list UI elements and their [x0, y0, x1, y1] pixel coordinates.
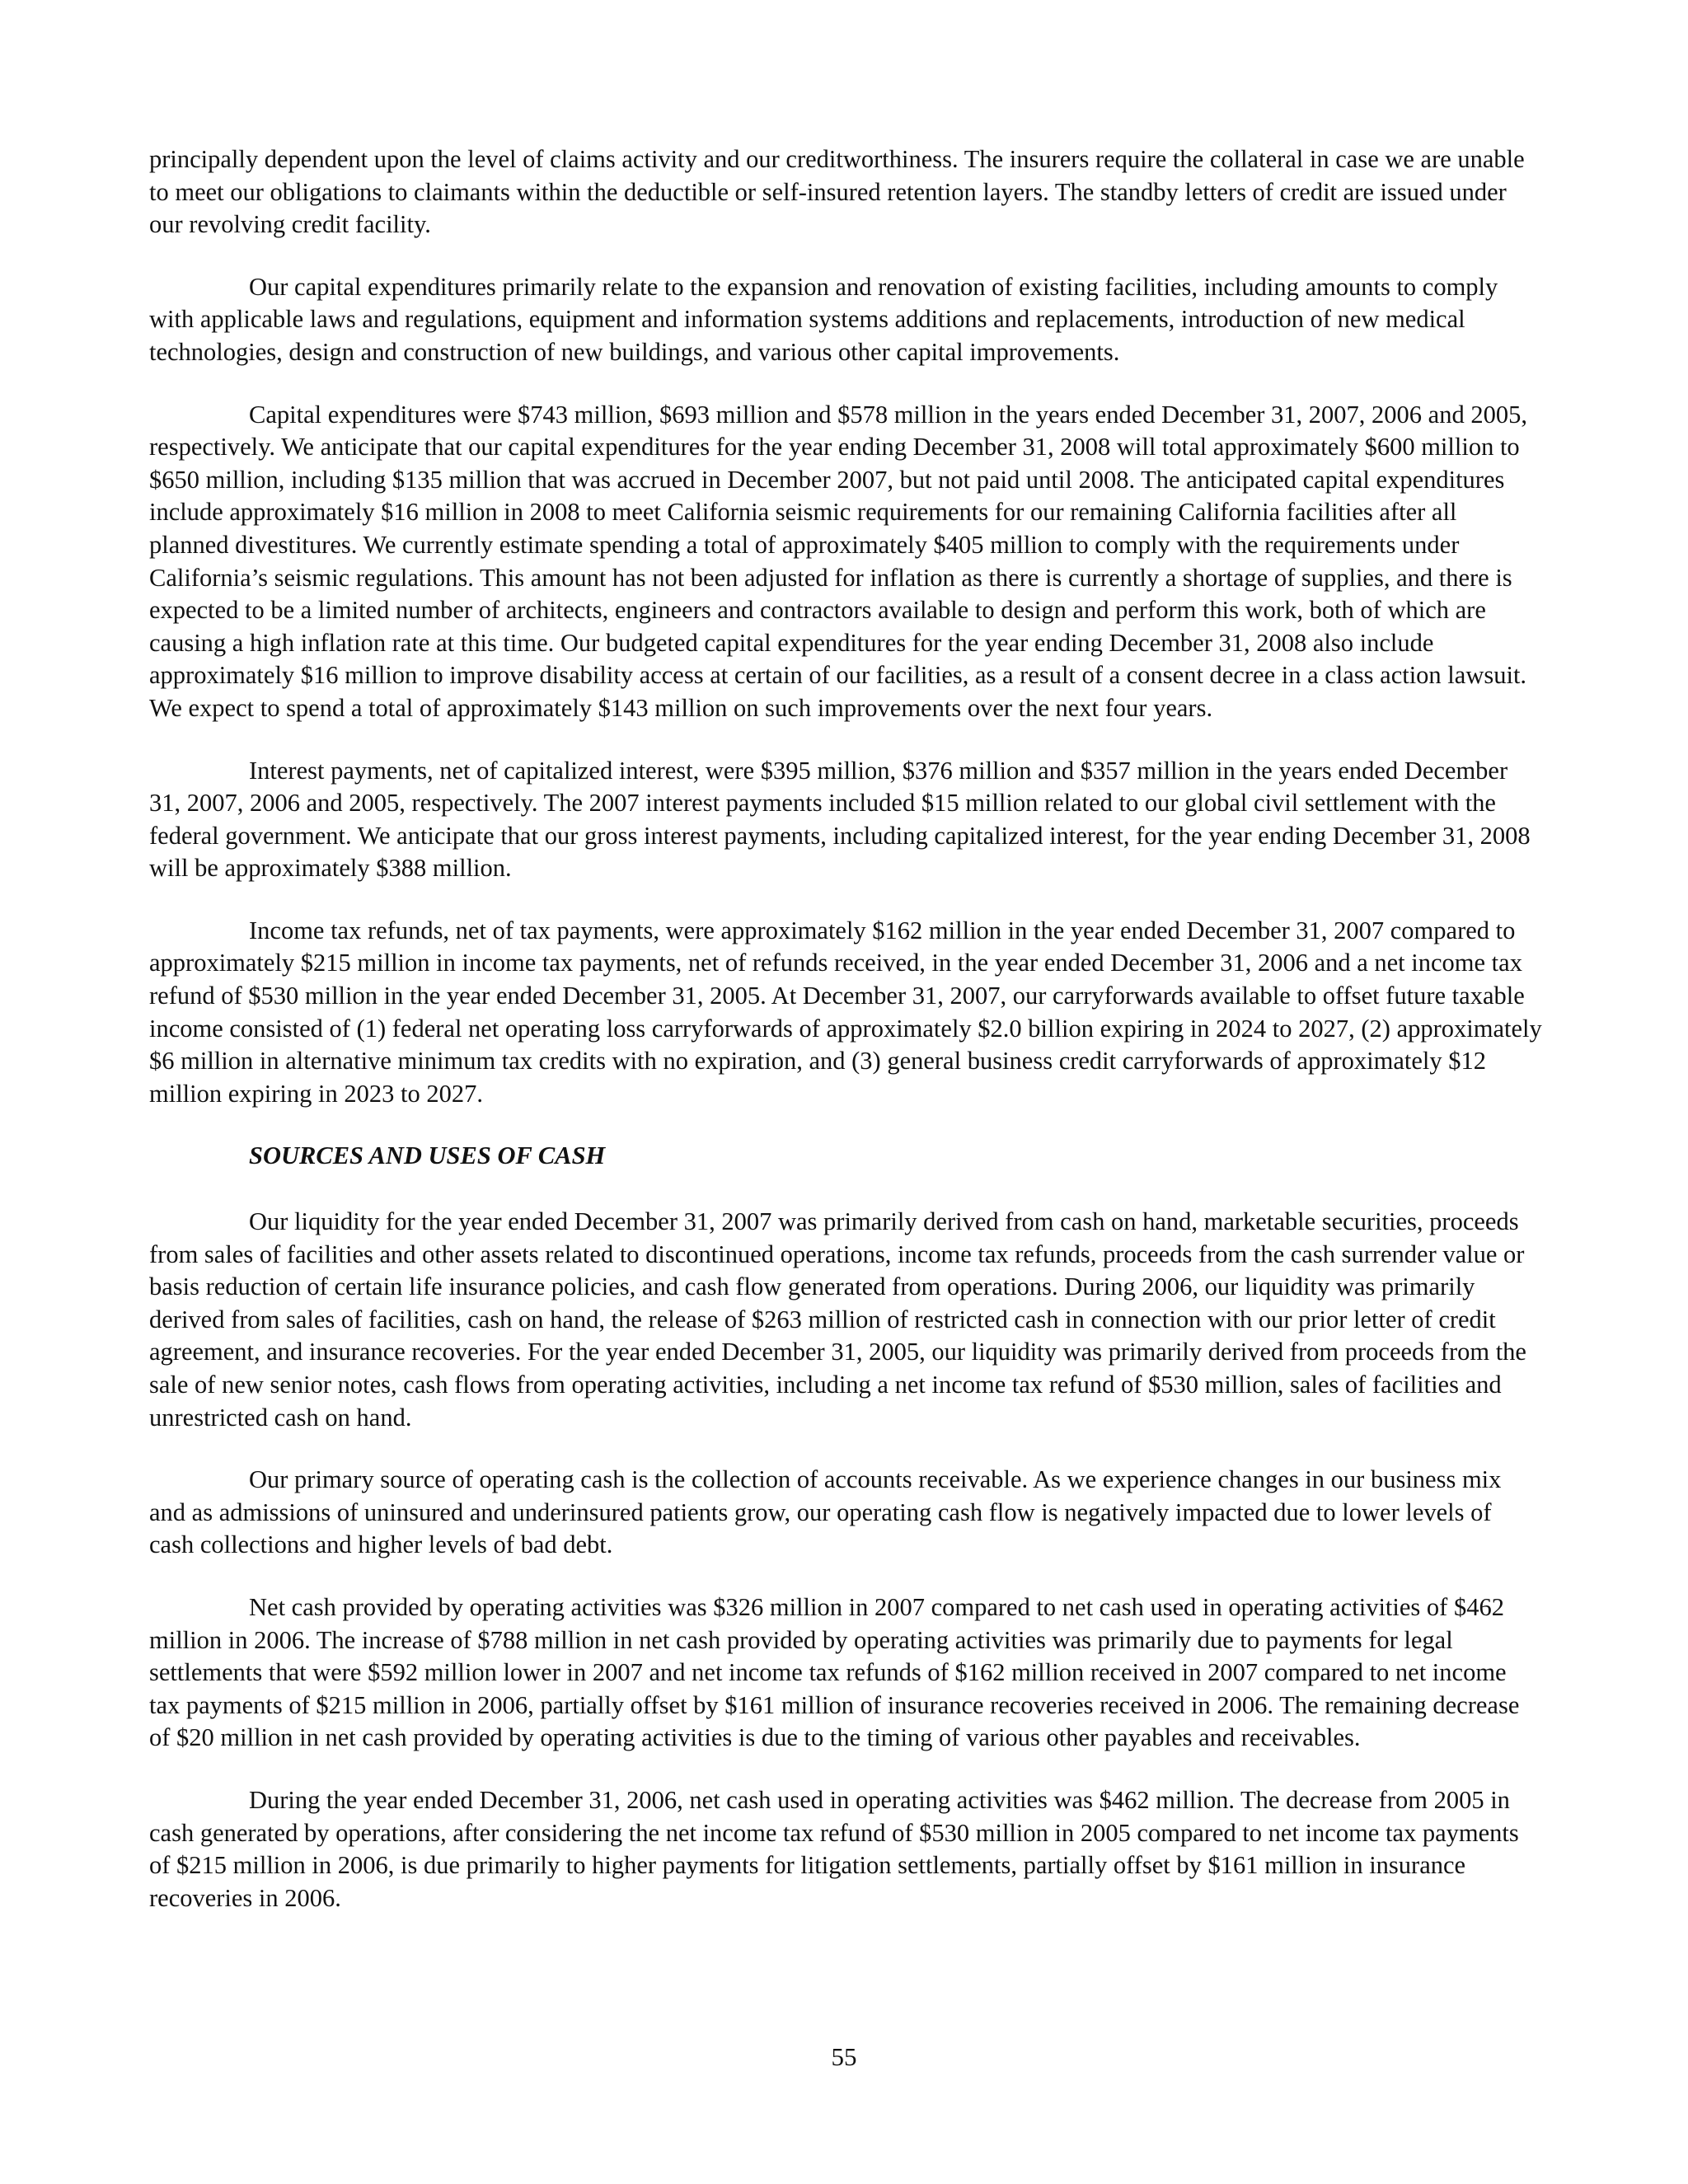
paragraph-income-tax-refunds: Income tax refunds, net of tax payments, were approximately $162 million in the year ended December 31, 2007 compared to approximately $215 million in income tax payments, net of refunds received, in the year ended December 31, 2006 and a net income tax refund of $530 million in the year ended December 31, 2005. At December 31, 2007, our carryforwards available to offset future taxable income consisted of (1) federal net operating loss carryforwards of approximately $2.0 billion expiring in 2024 to 2027, (2) approximately $6 million in alternative minimum tax credits with no expiration, and (3) general business credit carryforwards of approximately $12 million expiring in 2023 to 2027.	[149, 916, 1542, 1108]
paragraph-operating-cash-source: Our primary source of operating cash is the collection of accounts receivable. As we experience changes in our business mix and as admissions of uninsured and underinsured patients grow, our operating cash flow is negatively impacted due to lower levels of cash collections and higher levels of bad debt.	[149, 1465, 1502, 1559]
section-heading-sources-and-uses: SOURCES AND USES OF CASH	[249, 1141, 606, 1170]
paragraph-capital-expenditures-detail: Capital expenditures were $743 million, $693 million and $578 million in the years ended December 31, 2007, 2006 and 2005, respectively. We anticipate that our capital expenditures for the year ending December 31, 2008 will total approximately $600 million to $650 million, including $135 million that was accrued in December 2007, but not paid until 2008. The anticipated capital expenditures include approximately $16 million in 2008 to meet California seismic requirements for our remaining California facilities after all planned divestitures. We currently estimate spending a total of approximately $405 million to comply with the requirements under California’s seismic regulations. This amount has not been adjusted for inflation as there is currently a shortage of supplies, and there is expected to be a limited number of architects, engineers and contractors available to design and perform this work, both of which are causing a high inflation rate at this time. Our budgeted capital expenditures for the year ending December 31, 2008 also include approximately $16 million to improve disability access at certain of our facilities, as a result of a consent decree in a class action lawsuit. We expect to spend a total of approximately $143 million on such improvements over the next four years.	[149, 400, 1527, 722]
paragraph-liquidity: Our liquidity for the year ended December 31, 2007 was primarily derived from cash on hand, marketable securities, proceeds from sales of facilities and other assets related to discontinued operations, income tax refunds, proceeds from the cash surrender value or basis reduction of certain life insurance policies, and cash flow generated from operations. During 2006, our liquidity was primarily derived from sales of facilities, cash on hand, the release of $263 million of restricted cash in connection with our prior letter of credit agreement, and insurance recoveries. For the year ended December 31, 2005, our liquidity was primarily derived from proceeds from the sale of new senior notes, cash flows from operating activities, including a net income tax refund of $530 million, sales of facilities and unrestricted cash on hand.	[149, 1207, 1526, 1432]
document-body	[149, 143, 1542, 1944]
paragraph-capital-expenditures-overview: Our capital expenditures primarily relate to the expansion and renovation of existing facilities, including amounts to comply with applicable laws and regulations, equipment and information systems additions and replacements, introduction of new medical technologies, design and construction of new buildings, and various other capital improvements.	[149, 272, 1498, 366]
paragraph-interest-payments: Interest payments, net of capitalized interest, were $395 million, $376 million and $357 million in the years ended December 31, 2007, 2006 and 2005, respectively. The 2007 interest payments included $15 million related to our global civil settlement with the federal government. We anticipate that our gross interest payments, including capitalized interest, for the year ending December 31, 2008 will be approximately $388 million.	[149, 756, 1531, 883]
page-number: 55	[831, 2042, 857, 2071]
paragraph-continuation-collateral: principally dependent upon the level of claims activity and our creditworthiness. The insurers require the collateral in case we are unable to meet our obligations to claimants within the deductible or self-insured retention layers. The standby letters of credit are issued under our revolving credit facility.	[149, 145, 1525, 239]
paragraph-net-cash-operating-2007: Net cash provided by operating activities was $326 million in 2007 compared to net cash used in operating activities of $462 million in 2006. The increase of $788 million in net cash provided by operating activities was primarily due to payments for legal settlements that were $592 million lower in 2007 and net income tax refunds of $162 million received in 2007 compared to net income tax payments of $215 million in 2006, partially offset by $161 million of insurance recoveries received in 2006. The remaining decrease of $20 million in net cash provided by operating activities is due to the timing of various other payables and receivables.	[149, 1592, 1520, 1752]
paragraph-net-cash-operating-2006: During the year ended December 31, 2006, net cash used in operating activities was $462 million. The decrease from 2005 in cash generated by operations, after considering the net income tax refund of $530 million in 2005 compared to net income tax payments of $215 million in 2006, is due primarily to higher payments for litigation settlements, partially offset by $161 million in insurance recoveries in 2006.	[149, 1785, 1519, 1912]
